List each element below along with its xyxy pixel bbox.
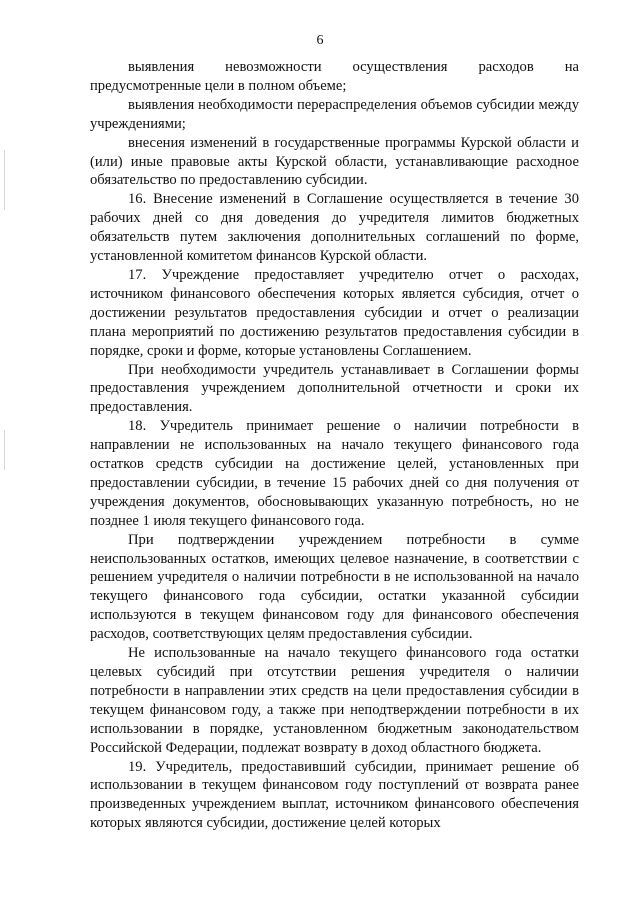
paragraph: При подтверждении учреждением потребности в сумме неиспользованных остатков, имеющих целевое назначение, в соответствии с решением учредителя о наличии потребности в не использованной на начало текущего финансового года субсидии, остатки указанной субсидии используются в текущем финансовом году для финансового обеспечения расходов, соответствующих целям предоставления субсидии.	[90, 531, 579, 643]
scan-edge-mark	[4, 150, 5, 210]
paragraph: выявления необходимости перераспределения объемов субсидии между учреждениями;	[90, 96, 579, 132]
paragraph: выявления невозможности осуществления расходов на предусмотренные цели в полном объеме;	[90, 59, 579, 94]
paragraph: 18. Учредитель принимает решение о наличии потребности в направлении не использованных на начало текущего финансового года остатков средств субсидии на достижение целей, установленных при предоставлении субсидии, в течение 15 рабочих дней со дня получения от учреждения документов, обосновывающих указанную потребность, но не позднее 1 июля текущего финансового года.	[90, 418, 579, 529]
page-number: 6	[316, 33, 324, 48]
paragraph: внесения изменений в государственные программы Курской области и (или) иные правовые акты Курской области, устанавливающие расходное обязательство по предоставлению субсидии.	[90, 134, 579, 189]
document-body	[90, 58, 579, 833]
paragraph: 16. Внесение изменений в Соглашение осуществляется в течение 30 рабочих дней со дня доведения до учредителя лимитов бюджетных обязательств путем заключения дополнительных соглашений по форме, установленной комитетом финансов Курской области.	[90, 191, 579, 265]
scan-edge-mark	[4, 430, 5, 470]
paragraph: 17. Учреждение предоставляет учредителю отчет о расходах, источником финансового обеспечения которых является субсидия, отчет о достижении результатов предоставления субсидии и отчет о реализации плана мероприятий по достижению результатов предоставления субсидии в порядке, сроки и форме, которые установлены Соглашением.	[90, 266, 579, 359]
paragraph: При необходимости учредитель устанавливает в Соглашении формы предоставления учреждением дополнительной отчетности и сроки их предоставления.	[90, 361, 579, 416]
paragraph: Не использованные на начало текущего финансового года остатки целевых субсидий при отсутствии решения учредителя о наличии потребности в направлении этих средств на цели предоставления субсидии в текущем финансовом году, а также при неподтверждении потребности в их использовании в порядке, установленном бюджетным законодательством Российской Федерации, подлежат возврату в доход областного бюджета.	[90, 645, 579, 756]
paragraph: 19. Учредитель, предоставивший субсидии, принимает решение об использовании в текущем финансовом году поступлений от возврата ранее произведенных учреждением выплат, источником финансового обеспечения которых являются субсидии, достижение целей которых	[90, 758, 579, 832]
